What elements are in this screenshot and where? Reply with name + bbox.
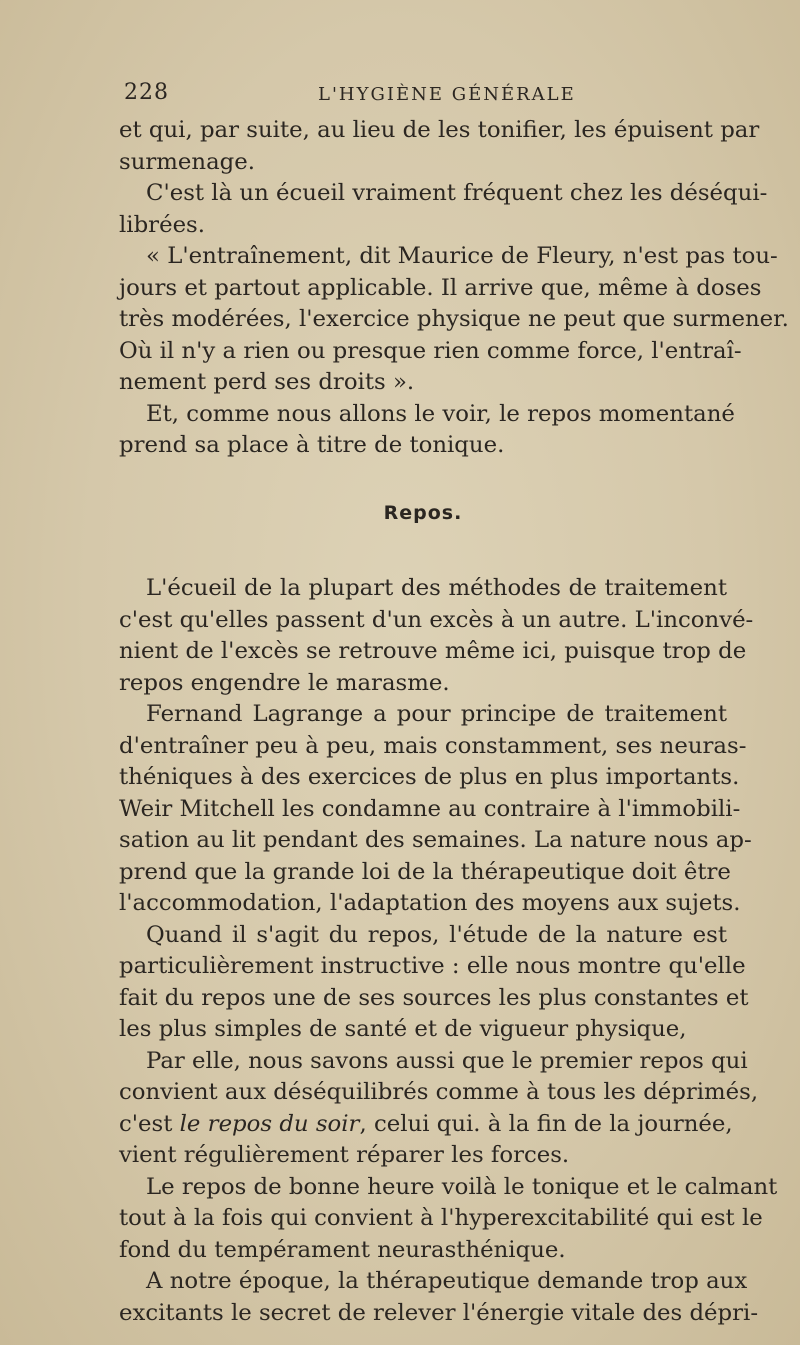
text-line: Et, comme nous allons le voir, le repos momentané (146, 400, 735, 427)
text-line: les plus simples de santé et de vigueur physique, (119, 1016, 687, 1042)
text-line: « L'entraînement, dit Maurice de Fleury, n'est pas tou- (146, 243, 778, 269)
text-line: et qui, par suite, au lieu de les tonifier, les épuisent par (119, 117, 760, 143)
text-line: nement perd ses droits ». (119, 369, 415, 395)
text-line: L'écueil de la plupart des méthodes de traitement (146, 575, 727, 601)
text-line: excitants le secret de relever l'énergie vitale des dépri- (119, 1299, 759, 1326)
text-line: nient de l'excès se retrouve même ici, puisque trop de (119, 638, 747, 664)
text-line: particulièrement instructive : elle nous montre qu'elle (119, 953, 746, 979)
text-line: Quand il s'agit du repos, l'étude de la nature est (146, 921, 727, 948)
text-line: l'accommodation, l'adaptation des moyens aux sujets. (119, 890, 741, 916)
text-line: repos engendre le marasme. (119, 669, 450, 696)
text-line: fait du repos une de ses sources les plus constantes et (119, 984, 749, 1011)
text-line: très modérées, l'exercice physique ne peut que surmener. (119, 306, 789, 332)
page-number: 228 (124, 80, 169, 105)
running-title: L'HYGIÈNE GÉNÉRALE (318, 84, 576, 105)
text-line: théniques à des exercices de plus en plus importants. (119, 764, 740, 790)
text-fragment: c'est (119, 1110, 180, 1137)
text-line: fond du tempérament neurasthénique. (119, 1236, 566, 1263)
text-line-italic (119, 1109, 733, 1141)
italic-phrase: le repos du soir (179, 1110, 360, 1137)
text-line: prend que la grande loi de la thérapeutique doit être (119, 858, 731, 885)
text-line: prend sa place à titre de tonique. (119, 432, 505, 458)
text-line: librées. (119, 211, 206, 238)
text-line: surmenage. (119, 148, 255, 175)
text-line: Où il n'y a rien ou presque rien comme force, l'entraî- (119, 337, 742, 364)
text-line: convient aux déséquilibrés comme à tous les déprimés, (119, 1079, 759, 1105)
text-line: A notre époque, la thérapeutique demande trop aux (146, 1268, 748, 1294)
text-line: Weir Mitchell les condamne au contraire à l'immobili- (119, 795, 741, 822)
text-line: sation au lit pendant des semaines. La nature nous ap- (119, 827, 752, 853)
body-text (119, 115, 789, 1329)
text-line: Par elle, nous savons aussi que le premier repos qui (146, 1047, 748, 1074)
text-line: Le repos de bonne heure voilà le tonique et le calmant (146, 1173, 778, 1200)
text-line: tout à la fois qui convient à l'hyperexcitabilité qui est le (119, 1205, 763, 1231)
page-header (120, 80, 720, 110)
text-line: vient régulièrement réparer les forces. (119, 1142, 570, 1168)
text-fragment: , celui qui. à la fin de la journée, (359, 1110, 733, 1137)
section-heading: Repos. (383, 501, 463, 524)
text-line: jours et partout applicable. Il arrive que, même à doses (119, 274, 762, 301)
text-line: d'entraîner peu à peu, mais constamment, ses neuras- (119, 732, 747, 759)
text-line: C'est là un écueil vraiment fréquent chez les déséqui- (146, 180, 768, 206)
text-line: c'est qu'elles passent d'un excès à un autre. L'inconvé- (119, 606, 754, 633)
text-line: Fernand Lagrange a pour principe de traitement (146, 701, 727, 727)
